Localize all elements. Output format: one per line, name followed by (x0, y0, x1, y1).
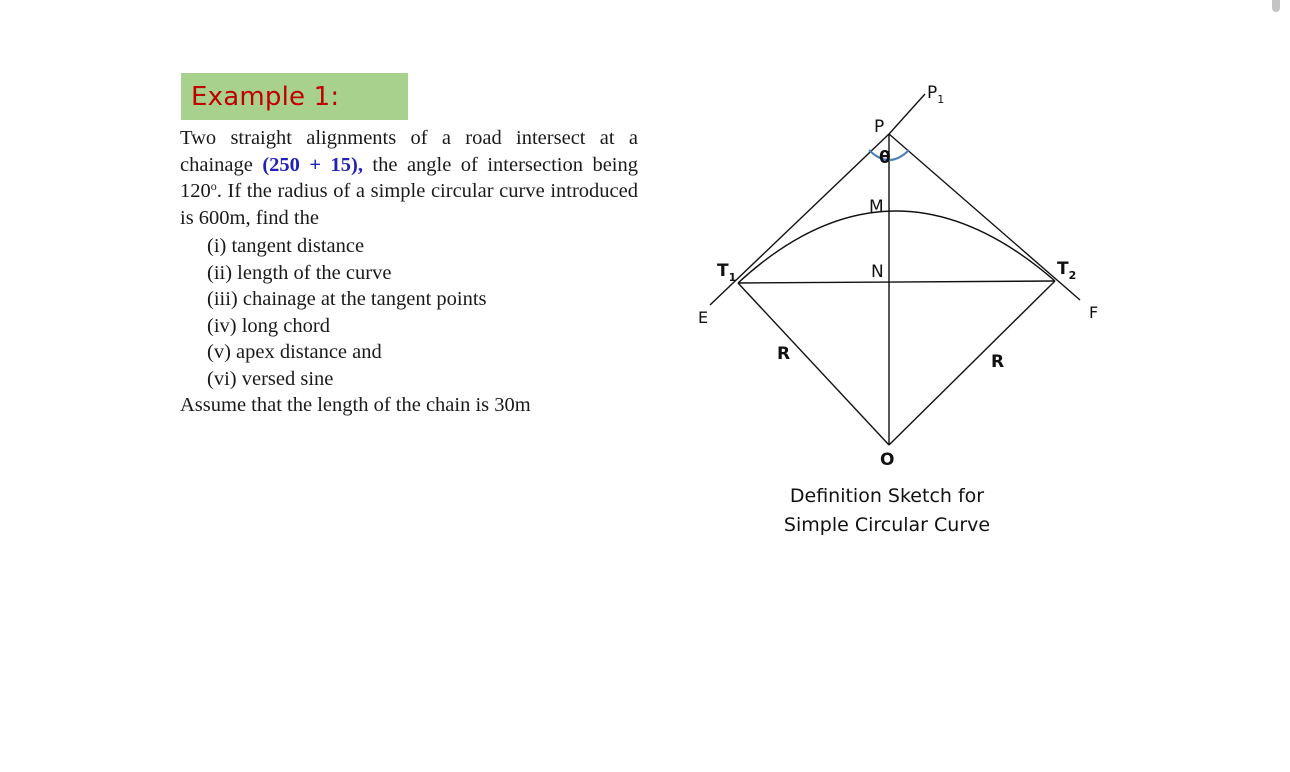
label-t1: $T_1$ (717, 261, 737, 284)
label-m: M (869, 197, 884, 217)
label-r-right: R (991, 352, 1005, 372)
label-t2: $T_2$ (1057, 259, 1077, 282)
circular-curve (738, 211, 1055, 283)
tangent-extension-p1 (889, 94, 925, 134)
caption-line-1: Definition Sketch for (789, 485, 985, 507)
caption-line-2: Simple Circular Curve (783, 514, 991, 536)
problem-text-3: . If the radius of a simple circular curve introduced is 600m, find the (180, 180, 638, 229)
label-n: N (871, 262, 884, 282)
label-r-left: R (777, 344, 791, 364)
question-item: (iv) long chord (207, 314, 330, 337)
tangent-line-left (710, 134, 889, 305)
chainage-value: (250 + 15), (262, 153, 363, 176)
radius-line-right (889, 281, 1055, 445)
tangent-line-right (889, 134, 1080, 300)
long-chord (738, 281, 1055, 283)
degree-mark: o (210, 179, 217, 193)
label-theta: θ (879, 148, 891, 168)
assumption-text: Assume that the length of the chain is 30m (180, 394, 531, 416)
label-p: P (874, 117, 885, 137)
radius-line-left (738, 283, 889, 445)
problem-text-1: Two straight alignments of a road intersect at a chainage (180, 127, 638, 176)
example-heading: Example 1: (191, 81, 340, 112)
sketch-caption (760, 482, 1014, 540)
question-item: (iii) chainage at the tangent points (207, 288, 487, 310)
problem-text-2: the angle of intersection being 120 (180, 153, 638, 202)
question-item: (v) apex distance and (207, 341, 382, 363)
label-p1: $P_1$ (927, 83, 945, 106)
label-o: O (880, 450, 895, 470)
question-item: (ii) length of the curve (207, 261, 392, 284)
label-e: E (698, 308, 709, 327)
question-item: (vi) versed sine (207, 367, 334, 390)
question-item: (i) tangent distance (207, 235, 365, 257)
label-f: F (1089, 303, 1099, 322)
